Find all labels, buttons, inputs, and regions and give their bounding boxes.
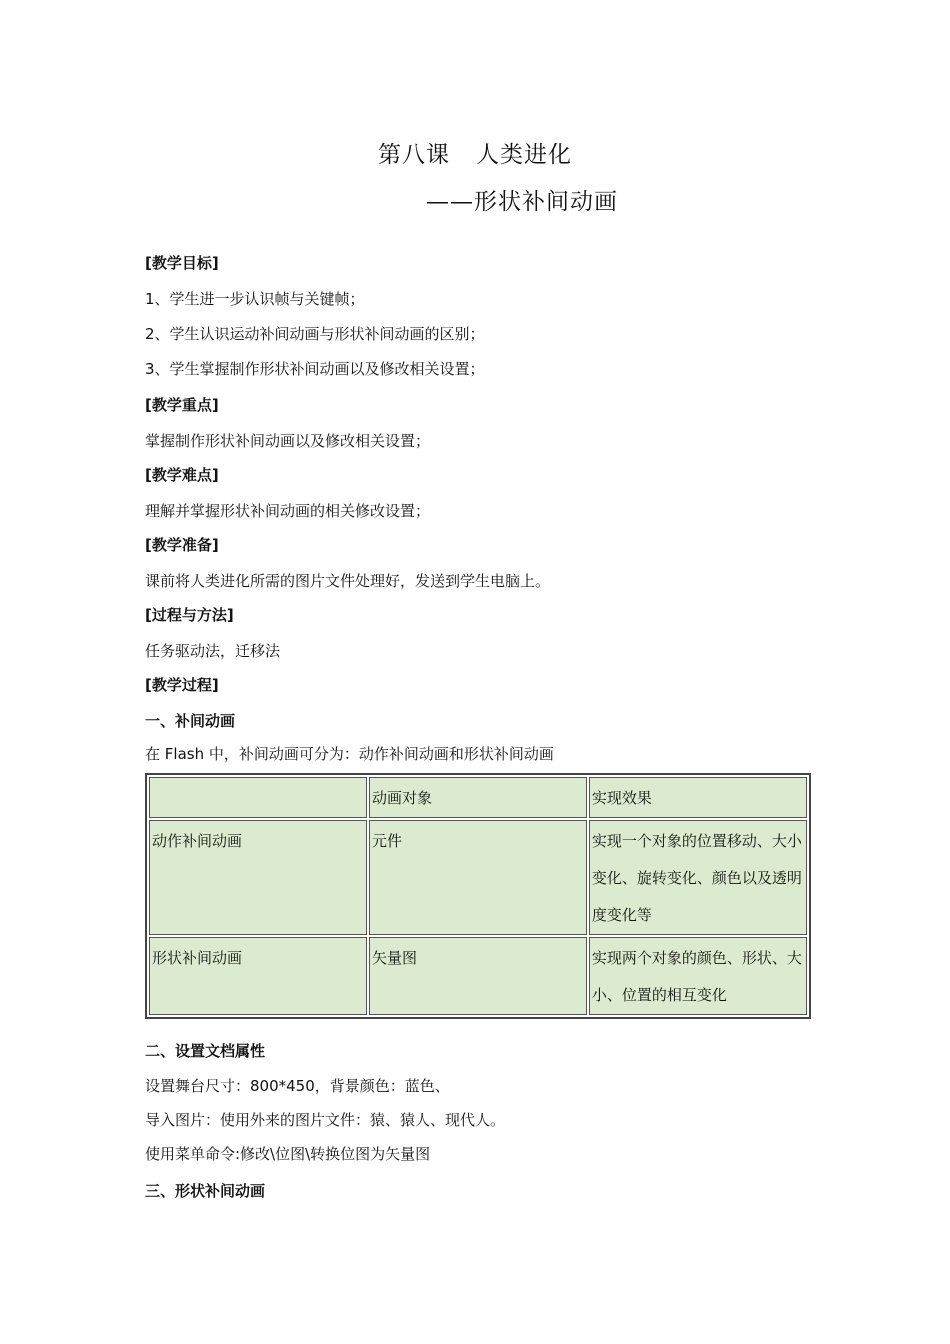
- table-cell: 动作补间动画: [149, 820, 367, 935]
- part2-heading: 二、设置文档属性: [145, 1042, 266, 1060]
- method-text: 任务驱动法，迁移法: [145, 642, 281, 660]
- difficulty-heading: [教学难点]: [145, 466, 219, 484]
- table-cell: 元件: [369, 820, 587, 935]
- animation-table: [145, 773, 811, 1019]
- goal-item-1: 1、学生进一步认识帧与关键帧；: [145, 290, 365, 308]
- part1-text: 在 Flash 中，补间动画可分为：动作补间动画和形状补间动画: [145, 745, 554, 763]
- part1-heading: 一、补间动画: [145, 712, 236, 730]
- lesson-number: 第八课: [378, 142, 450, 168]
- prep-heading: [教学准备]: [145, 536, 219, 554]
- goals-heading: [教学目标]: [145, 254, 219, 272]
- lesson-topic: 人类进化: [476, 142, 572, 168]
- prep-text: 课前将人类进化所需的图片文件处理好，发送到学生电脑上。: [145, 572, 551, 590]
- table-cell: 实现一个对象的位置移动、大小变化、旋转变化、颜色以及透明度变化等: [589, 820, 807, 935]
- goal-item-3: 3、学生掌握制作形状补间动画以及修改相关设置；: [145, 360, 485, 378]
- part2-line-2: 导入图片：使用外来的图片文件：猿、猿人、现代人。: [145, 1111, 506, 1129]
- difficulty-text: 理解并掌握形状补间动画的相关修改设置；: [145, 502, 431, 520]
- goal-item-2: 2、学生认识运动补间动画与形状补间动画的区别；: [145, 325, 485, 343]
- table-cell: 形状补间动画: [149, 937, 367, 1015]
- table-cell: 动画对象: [369, 777, 587, 818]
- part2-line-1: 设置舞台尺寸：800*450，背景颜色：蓝色、: [145, 1077, 450, 1095]
- method-heading: [过程与方法]: [145, 606, 234, 624]
- lesson-subtitle: ——形状补间动画: [426, 189, 618, 215]
- table-cell: 实现效果: [589, 777, 807, 818]
- key-text: 掌握制作形状补间动画以及修改相关设置；: [145, 432, 431, 450]
- table-header-row: [149, 777, 807, 818]
- process-heading: [教学过程]: [145, 676, 219, 694]
- table-row: [149, 820, 807, 935]
- part2-line-3: 使用菜单命令:修改\位图\转换位图为矢量图: [145, 1145, 431, 1163]
- lesson-title: [0, 136, 950, 169]
- table-cell: [149, 777, 367, 818]
- table-cell: 实现两个对象的颜色、形状、大小、位置的相互变化: [589, 937, 807, 1015]
- table-cell: 矢量图: [369, 937, 587, 1015]
- table-row: [149, 937, 807, 1015]
- part3-heading: 三、形状补间动画: [145, 1182, 266, 1200]
- key-heading: [教学重点]: [145, 396, 219, 414]
